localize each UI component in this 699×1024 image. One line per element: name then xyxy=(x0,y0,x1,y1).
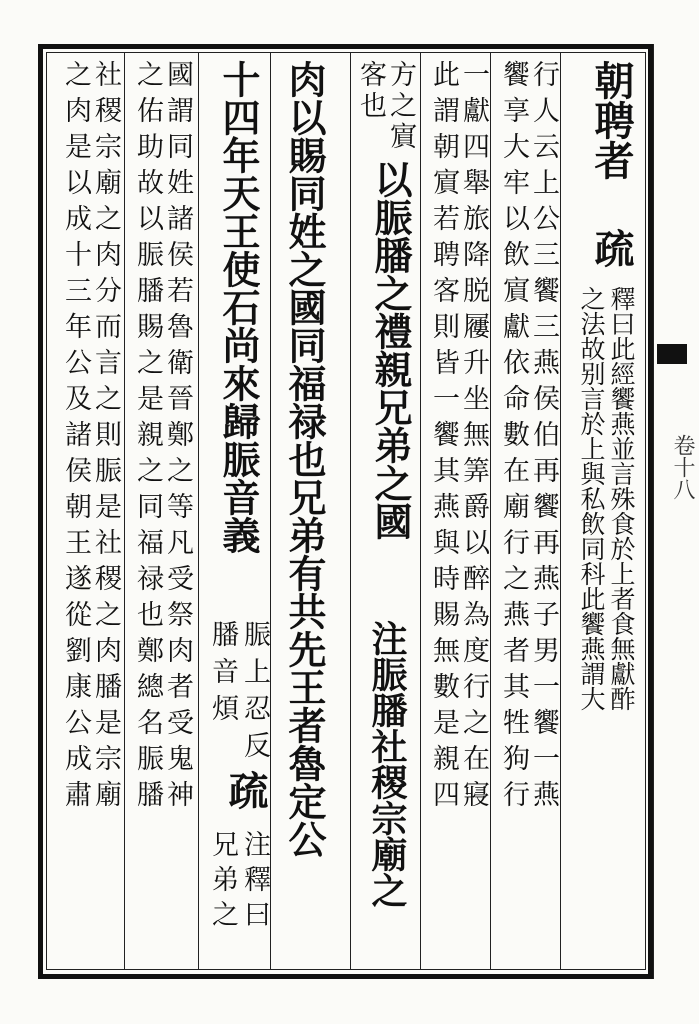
col7-note-a: 國謂同姓諸侯若魯衛晉鄭之等凡受祭肉者受鬼神 xyxy=(162,60,193,816)
column-7 xyxy=(132,60,193,960)
margin-strip xyxy=(653,44,699,979)
col2-note-b: 饗享大牢以飲賔獻依命數在廟行之燕者其牲狗行 xyxy=(498,60,529,816)
juan-label: 卷十八 xyxy=(670,434,695,500)
col8-note-a: 社稷宗廟之肉分而言之則脤是社稷之肉膰是宗廟 xyxy=(90,60,121,816)
col6-main: 十四年天王使石尚來歸脤音義 xyxy=(216,60,261,554)
column-5: 肉以賜同姓之國同福禄也兄弟有共先王者魯定公 xyxy=(282,60,327,858)
col7-note-b: 之佑助故以脤膰賜之是親之同福禄也鄭總名脤膰 xyxy=(132,60,163,816)
col4-main: 以脤膰之禮親兄弟之國 xyxy=(368,160,413,540)
col1-main: 朝聘者 xyxy=(588,60,635,180)
column-3 xyxy=(428,60,489,960)
fishtail-mark xyxy=(657,344,687,364)
column-2 xyxy=(498,60,559,960)
col6-note-b: 膰音煩 xyxy=(207,620,238,731)
col6-note-a: 脤上忍反 xyxy=(239,620,270,768)
column-8 xyxy=(60,60,121,960)
col3-note-a: 一獻四舉旅降脱屨升坐無筭爵以醉為度行之在寢 xyxy=(458,60,489,816)
col4-note-c: 注脤膰社稷宗廟之 xyxy=(366,620,408,908)
col3-note-b: 此謂朝賔若聘客則皆一饗其燕與時賜無數是親四 xyxy=(428,60,459,816)
col6-commentary-mark: 疏 xyxy=(222,770,269,810)
col1-note-b: 之法故别言於上與私飲同科此饗燕謂大 xyxy=(577,286,606,711)
col6-note-d: 兄弟之 xyxy=(207,830,238,935)
col1-commentary-mark: 疏 xyxy=(588,228,635,268)
col4-note-a: 方之賔 xyxy=(385,60,416,153)
col8-note-b: 之肉是以成十三年公及諸侯朝王遂從劉康公成肅 xyxy=(60,60,91,816)
col1-note-a: 釋曰此經饗燕並言殊食於上者食無獻酢 xyxy=(607,286,636,711)
col6-note-c: 注釋曰 xyxy=(239,830,270,935)
col2-note-a: 行人云上公三饗三燕侯伯再饗再燕子男一饗一燕 xyxy=(528,60,559,816)
col4-note-b: 客也 xyxy=(355,60,386,122)
